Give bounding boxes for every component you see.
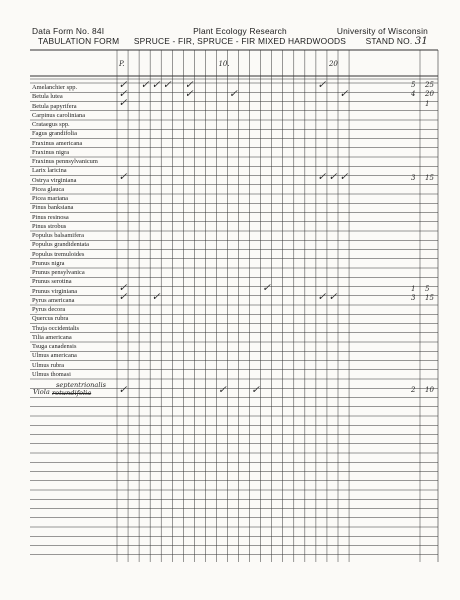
species-name: Populus balsamifera xyxy=(32,232,85,240)
stand-label: STAND NO. xyxy=(365,36,413,46)
tally-check-mark: ✓ xyxy=(339,171,349,183)
species-name: Amelanchier spp. xyxy=(32,84,78,92)
tally-check-mark: ✓ xyxy=(151,78,161,91)
species-name: Prunus serotina xyxy=(32,278,72,286)
species-percent: 15 xyxy=(425,173,434,182)
species-name: Betula lutea xyxy=(32,93,63,101)
species-count: 3 xyxy=(411,293,416,302)
species-name: Ulmus thomasi xyxy=(32,370,71,378)
tally-check-mark: ✓ xyxy=(151,291,161,304)
species-name: Larix laricina xyxy=(32,167,67,175)
tally-check-mark: ✓ xyxy=(317,291,327,304)
species-count: 1 xyxy=(411,284,416,293)
species-name: Pinus banksiana xyxy=(32,204,74,212)
column-label: P. xyxy=(119,60,125,68)
species-percent: 15 xyxy=(425,293,434,302)
species-name: Pinus strobus xyxy=(32,222,67,230)
species-name: Fraxinus pennsylvanicum xyxy=(32,158,98,166)
form-number: Data Form No. 84I xyxy=(32,26,105,36)
species-name: Prunus virginiana xyxy=(32,287,78,295)
tally-check-mark: ✓ xyxy=(118,383,128,396)
species-count: 5 xyxy=(411,81,416,89)
tally-check-mark: ✓ xyxy=(317,171,327,183)
crossed-out-species: rotundifolia xyxy=(52,389,92,398)
species-percent: 25 xyxy=(425,81,434,89)
tally-check-mark: ✓ xyxy=(162,78,172,91)
species-name: Prunus nigra xyxy=(32,259,65,267)
species-name: Pyrus decora xyxy=(32,306,66,314)
tally-check-mark: ✓ xyxy=(328,171,338,183)
tally-check-mark: ✓ xyxy=(140,78,150,91)
species-name: Thuja occidentalis xyxy=(32,324,80,332)
species-name: Fraxinus americana xyxy=(32,139,83,147)
species-name: Prunus pensylvanica xyxy=(32,269,85,277)
species-name: Picea glauca xyxy=(32,185,65,193)
tally-check-mark: ✓ xyxy=(118,78,128,91)
species-count: 4 xyxy=(411,90,416,99)
form-title: TABULATION FORM xyxy=(38,36,120,46)
tally-check-mark: ✓ xyxy=(339,87,349,100)
species-count: 3 xyxy=(411,173,416,182)
tally-check-mark: ✓ xyxy=(328,291,338,304)
species-name: Populus tremuloides xyxy=(32,250,85,258)
species-name: Ostrya virginiana xyxy=(32,176,77,184)
tally-check-mark: ✓ xyxy=(251,383,260,396)
column-label: 10. xyxy=(218,60,230,68)
stand-number: 31 xyxy=(414,36,428,47)
tally-check-mark: ✓ xyxy=(262,282,271,294)
species-name: Picea mariana xyxy=(32,195,69,203)
tally-check-mark: ✓ xyxy=(317,78,327,91)
species-name: Quercus rubra xyxy=(32,315,69,323)
tally-check-mark: ✓ xyxy=(118,291,128,304)
species-name: Crataegus spp. xyxy=(32,121,70,129)
species-name: Ulmus rubra xyxy=(32,361,65,369)
species-percent: 1 xyxy=(425,99,430,108)
species-name: Fagus grandifolia xyxy=(32,130,77,138)
tally-check-mark: ✓ xyxy=(118,282,128,294)
species-percent: 10 xyxy=(425,386,434,395)
tally-check-mark: ✓ xyxy=(118,87,128,100)
species-name: Fraxinus nigra xyxy=(32,148,70,156)
species-name: Tilia americana xyxy=(32,333,72,341)
tally-check-mark: ✓ xyxy=(229,87,238,100)
tally-check-mark: ✓ xyxy=(217,383,227,396)
handwritten-genus: Viola xyxy=(33,388,50,397)
species-name: Ulmus americana xyxy=(32,352,77,360)
organization: Plant Ecology Research xyxy=(193,26,287,36)
column-label: 20 xyxy=(328,60,338,68)
form-subtitle: SPRUCE - FIR, SPRUCE - FIR MIXED HARDWOODS xyxy=(133,36,347,46)
species-name: Tsuga canadensis xyxy=(32,343,77,351)
species-percent: 20 xyxy=(425,90,434,99)
species-name: Populus grandidentata xyxy=(32,241,89,249)
species-name: Pyrus americana xyxy=(32,296,75,304)
handwritten-species: septentrionalis xyxy=(56,381,106,390)
species-name: Betula papyrifera xyxy=(32,102,77,110)
tally-check-mark: ✓ xyxy=(118,97,128,109)
species-percent: 5 xyxy=(425,284,430,293)
tally-check-mark: ✓ xyxy=(118,171,128,183)
species-name: Pinus resinosa xyxy=(32,213,69,221)
tally-check-mark: ✓ xyxy=(184,78,194,91)
species-name: Carpinus caroliniana xyxy=(32,111,86,119)
university-name: University of Wisconsin xyxy=(336,26,428,36)
species-count: 2 xyxy=(411,386,416,395)
tally-check-mark: ✓ xyxy=(184,87,194,100)
